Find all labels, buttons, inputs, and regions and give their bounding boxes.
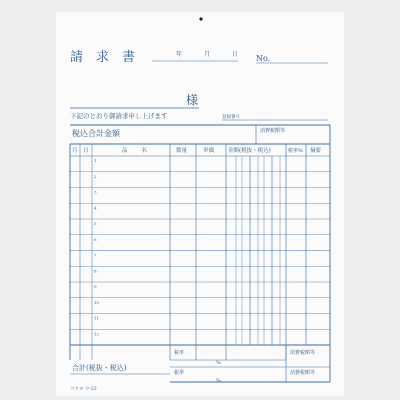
row-number: 1 bbox=[94, 158, 97, 163]
form-code: コクヨ ウ-22 bbox=[70, 387, 97, 392]
binding-hole bbox=[199, 17, 202, 20]
row-number: 12 bbox=[94, 331, 100, 337]
col-header-tax-rate: 税率% bbox=[288, 148, 303, 154]
invoice-form bbox=[56, 12, 344, 396]
col-header-unit-price: 単価 bbox=[203, 148, 215, 154]
row-number: 11 bbox=[94, 315, 100, 321]
row-number: 8 bbox=[94, 268, 97, 274]
row-number: 5 bbox=[94, 221, 97, 226]
table-rows bbox=[70, 172, 330, 330]
number-label: No. bbox=[256, 54, 271, 63]
col-header-remarks: 摘要 bbox=[310, 148, 322, 154]
registration-label: 登録番号 bbox=[222, 115, 240, 120]
col-header-day: 日 bbox=[83, 148, 89, 154]
row-number: 3 bbox=[94, 189, 97, 195]
row-number: 10 bbox=[94, 299, 100, 305]
row-number: 9 bbox=[94, 284, 97, 289]
title-char-3: 書 bbox=[122, 50, 136, 65]
row-number: 2 bbox=[94, 173, 97, 179]
total-incl-tax-label: 税込合計金額 bbox=[72, 129, 120, 138]
footer-tax-amount-label-2: 消費税額等 bbox=[290, 370, 316, 376]
title-char-2: 求 bbox=[96, 50, 110, 65]
greeting-text: 下記のとおり御請求申し上げます bbox=[70, 112, 168, 120]
date-year-label: 年 bbox=[176, 51, 183, 58]
col-header-quantity: 数量 bbox=[176, 148, 188, 154]
title-char-1: 請 bbox=[70, 50, 84, 65]
footer-percent-2: % bbox=[216, 378, 221, 384]
footer-total-label: 合計(税抜・税込) bbox=[72, 364, 127, 372]
footer-tax-rate-label-2: 税率 bbox=[174, 370, 185, 376]
invoice-form-svg bbox=[56, 12, 344, 396]
row-number: 7 bbox=[94, 252, 97, 258]
row-number: 4 bbox=[94, 205, 97, 211]
col-header-amount: 金額(税抜・税込) bbox=[228, 148, 271, 154]
row-number: 6 bbox=[94, 236, 97, 242]
row-numbers bbox=[94, 158, 100, 336]
table-verticals bbox=[70, 125, 330, 382]
addressee-suffix: 様 bbox=[186, 93, 199, 107]
tax-breakdown-label: 消費税額等 bbox=[260, 128, 286, 134]
date-month-label: 月 bbox=[204, 51, 211, 58]
col-header-item: 品名 bbox=[122, 148, 162, 154]
footer-tax-amount-label-1: 消費税額等 bbox=[290, 350, 316, 356]
date-day-label: 日 bbox=[232, 51, 239, 58]
col-header-month: 月 bbox=[72, 148, 78, 154]
footer-percent-1: % bbox=[216, 360, 221, 366]
footer-tax-rate-label-1: 税率 bbox=[174, 350, 185, 356]
